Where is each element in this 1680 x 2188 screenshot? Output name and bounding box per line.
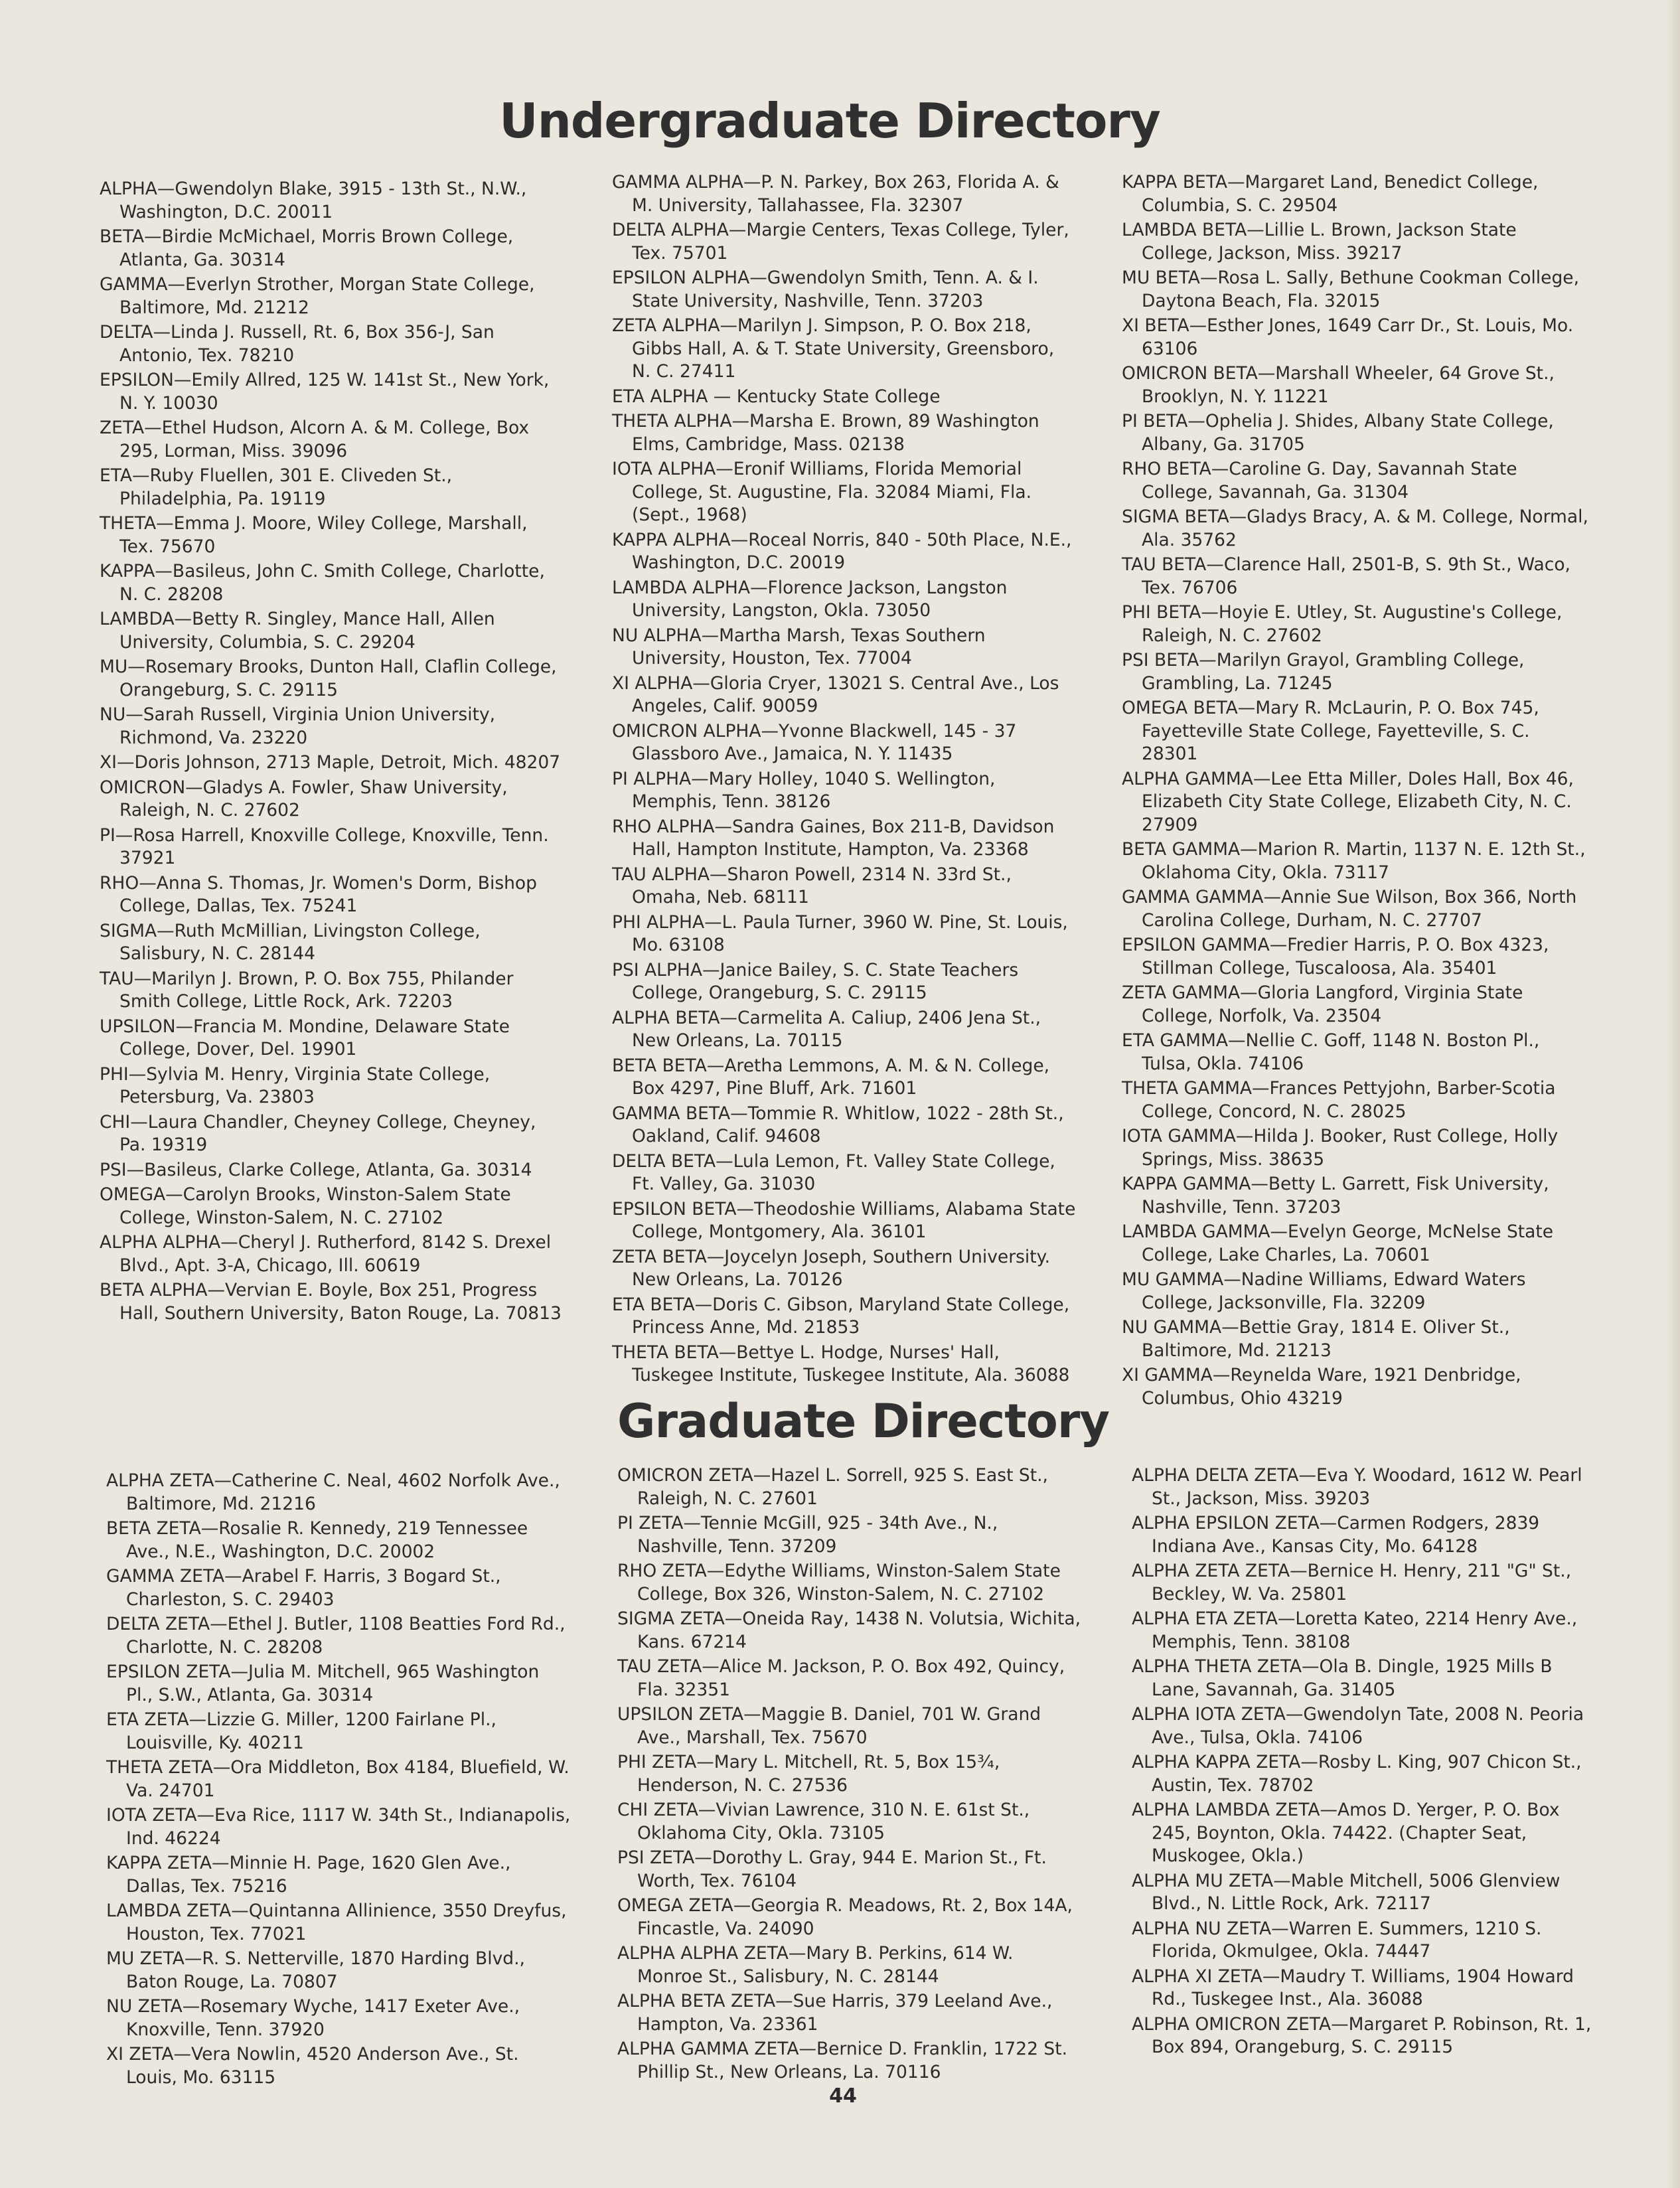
- graduate-directory-heading: Graduate Directory: [617, 1394, 1109, 1448]
- directory-entry: PHI ALPHA—L. Paula Turner, 3960 W. Pine, St. Louis, Mo. 63108: [612, 911, 1068, 955]
- directory-entry: IOTA ZETA—Eva Rice, 1117 W. 34th St., Indianapolis, Ind. 46224: [106, 1805, 571, 1849]
- directory-entry: XI GAMMA—Reynelda Ware, 1921 Denbridge, Columbus, Ohio 43219: [1122, 1365, 1521, 1409]
- directory-entry: XI ZETA—Vera Nowlin, 4520 Anderson Ave., St. Louis, Mo. 63115: [106, 2044, 519, 2088]
- directory-entry: THETA ZETA—Ora Middleton, Box 4184, Bluefield, W. Va. 24701: [106, 1757, 570, 1801]
- directory-entry: DELTA ALPHA—Margie Centers, Texas College, Tyler, Tex. 75701: [612, 220, 1069, 264]
- directory-entry: XI—Doris Johnson, 2713 Maple, Detroit, Mich. 48207: [100, 752, 561, 773]
- directory-entry: OMEGA BETA—Mary R. McLaurin, P. O. Box 745, Fayetteville State College, Fayetteville, S. C. 28301: [1122, 698, 1539, 764]
- directory-entry: IOTA GAMMA—Hilda J. Booker, Rust College, Holly Springs, Miss. 38635: [1122, 1126, 1559, 1170]
- directory-entry: MU—Rosemary Brooks, Dunton Hall, Claflin College, Orangeburg, S. C. 29115: [100, 657, 557, 700]
- directory-entry: GAMMA—Everlyn Strother, Morgan State College, Baltimore, Md. 21212: [100, 274, 535, 318]
- directory-entry: ZETA—Ethel Hudson, Alcorn A. & M. College, Box 295, Lorman, Miss. 39096: [100, 418, 530, 461]
- directory-entry: LAMBDA BETA—Lillie L. Brown, Jackson State College, Jackson, Miss. 39217: [1122, 220, 1517, 264]
- directory-entry: KAPPA—Basileus, John C. Smith College, Charlotte, N. C. 28208: [100, 561, 545, 605]
- directory-entry: EPSILON GAMMA—Fredier Harris, P. O. Box 4323, Stillman College, Tuscaloosa, Ala. 35401: [1122, 935, 1549, 978]
- directory-entry: BETA ALPHA—Vervian E. Boyle, Box 251, Progress Hall, Southern University, Baton Rouge, La. 70813: [100, 1280, 562, 1324]
- directory-entry: OMICRON ALPHA—Yvonne Blackwell, 145 - 37 Glassboro Ave., Jamaica, N. Y. 11435: [612, 720, 1017, 764]
- directory-entry: UPSILON—Francia M. Mondine, Delaware State College, Dover, Del. 19901: [100, 1016, 510, 1059]
- directory-entry: ALPHA BETA ZETA—Sue Harris, 379 Leeland Ave., Hampton, Va. 23361: [617, 1991, 1053, 2035]
- directory-entry: LAMBDA ALPHA—Florence Jackson, Langston University, Langston, Okla. 73050: [612, 577, 1008, 621]
- directory-entry: SIGMA BETA—Gladys Bracy, A. & M. College, Normal, Ala. 35762: [1122, 507, 1588, 550]
- directory-entry: KAPPA ALPHA—Roceal Norris, 840 - 50th Place, N.E., Washington, D.C. 20019: [612, 529, 1072, 573]
- directory-entry: EPSILON ALPHA—Gwendolyn Smith, Tenn. A. & I. State University, Nashville, Tenn. 37203: [612, 268, 1039, 311]
- directory-entry: PI BETA—Ophelia J. Shides, Albany State College, Albany, Ga. 31705: [1122, 411, 1554, 455]
- undergraduate-directory-heading: Undergraduate Directory: [499, 93, 1160, 149]
- directory-entry: XI ALPHA—Gloria Cryer, 13021 S. Central Ave., Los Angeles, Calif. 90059: [612, 672, 1059, 716]
- directory-entry: ALPHA GAMMA—Lee Etta Miller, Doles Hall, Box 46, Elizabeth City State College, Elizabeth City, N. C. 27909: [1122, 768, 1574, 835]
- directory-entry: BETA GAMMA—Marion R. Martin, 1137 N. E. 12th St., Oklahoma City, Okla. 73117: [1122, 839, 1586, 883]
- directory-entry: BETA ZETA—Rosalie R. Kennedy, 219 Tennessee Ave., N.E., Washington, D.C. 20002: [106, 1518, 528, 1562]
- directory-entry: ETA—Ruby Fluellen, 301 E. Cliveden St., Philadelphia, Pa. 19119: [100, 465, 453, 509]
- graduate-column-2: [617, 1464, 1082, 2086]
- directory-entry: GAMMA GAMMA—Annie Sue Wilson, Box 366, North Carolina College, Durham, N. C. 27707: [1122, 887, 1577, 931]
- directory-entry: IOTA ALPHA—Eronif Williams, Florida Memorial College, St. Augustine, Fla. 32084 Miami, Fla. (Sept., 1968): [612, 459, 1031, 525]
- graduate-column-1: [106, 1470, 571, 2091]
- directory-entry: RHO ALPHA—Sandra Gaines, Box 211-B, Davidson Hall, Hampton Institute, Hampton, Va. 23368: [612, 816, 1055, 860]
- directory-entry: DELTA—Linda J. Russell, Rt. 6, Box 356-J, San Antonio, Tex. 78210: [100, 322, 495, 366]
- directory-entry: LAMBDA ZETA—Quintanna Allinience, 3550 Dreyfus, Houston, Tex. 77021: [106, 1901, 567, 1944]
- directory-entry: PI ALPHA—Mary Holley, 1040 S. Wellington, Memphis, Tenn. 38126: [612, 768, 996, 812]
- directory-entry: OMEGA ZETA—Georgia R. Meadows, Rt. 2, Box 14A, Fincastle, Va. 24090: [617, 1895, 1073, 1939]
- directory-entry: PI—Rosa Harrell, Knoxville College, Knoxville, Tenn. 37921: [100, 824, 549, 868]
- directory-entry: TAU—Marilyn J. Brown, P. O. Box 755, Philander Smith College, Little Rock, Ark. 72203: [100, 968, 514, 1012]
- directory-entry: ALPHA BETA—Carmelita A. Caliup, 2406 Jena St., New Orleans, La. 70115: [612, 1007, 1041, 1051]
- directory-entry: NU ZETA—Rosemary Wyche, 1417 Exeter Ave., Knoxville, Tenn. 37920: [106, 1996, 520, 2040]
- directory-entry: DELTA BETA—Lula Lemon, Ft. Valley State College, Ft. Valley, Ga. 31030: [612, 1150, 1055, 1194]
- directory-entry: GAMMA ALPHA—P. N. Parkey, Box 263, Florida A. & M. University, Tallahassee, Fla. 32307: [612, 172, 1059, 216]
- directory-entry: ALPHA ALPHA ZETA—Mary B. Perkins, 614 W. Monroe St., Salisbury, N. C. 28144: [617, 1943, 1014, 1987]
- directory-entry: ETA BETA—Doris C. Gibson, Maryland State College, Princess Anne, Md. 21853: [612, 1294, 1070, 1338]
- directory-entry: ZETA GAMMA—Gloria Langford, Virginia State College, Norfolk, Va. 23504: [1122, 982, 1523, 1026]
- directory-entry: ETA ALPHA — Kentucky State College: [612, 386, 941, 407]
- directory-entry: PI ZETA—Tennie McGill, 925 - 34th Ave., N., Nashville, Tenn. 37209: [617, 1513, 998, 1557]
- directory-entry: ALPHA EPSILON ZETA—Carmen Rodgers, 2839 Indiana Ave., Kansas City, Mo. 64128: [1132, 1513, 1540, 1557]
- directory-entry: OMICRON BETA—Marshall Wheeler, 64 Grove St., Brooklyn, N. Y. 11221: [1122, 363, 1555, 407]
- directory-entry: NU ALPHA—Martha Marsh, Texas Southern University, Houston, Tex. 77004: [612, 625, 986, 668]
- directory-entry: ALPHA ETA ZETA—Loretta Kateo, 2214 Henry Ave., Memphis, Tenn. 38108: [1132, 1608, 1578, 1652]
- directory-entry: PHI—Sylvia M. Henry, Virginia State College, Petersburg, Va. 23803: [100, 1063, 491, 1107]
- directory-entry: GAMMA BETA—Tommie R. Whitlow, 1022 - 28th St., Oakland, Calif. 94608: [612, 1103, 1064, 1146]
- directory-entry: ALPHA XI ZETA—Maudry T. Williams, 1904 Howard Rd., Tuskegee Inst., Ala. 36088: [1132, 1966, 1574, 2009]
- directory-entry: THETA—Emma J. Moore, Wiley College, Marshall, Tex. 75670: [100, 513, 528, 557]
- directory-entry: THETA ALPHA—Marsha E. Brown, 89 Washington Elms, Cambridge, Mass. 02138: [612, 411, 1039, 455]
- directory-entry: ALPHA DELTA ZETA—Eva Y. Woodard, 1612 W. Pearl St., Jackson, Miss. 39203: [1132, 1465, 1582, 1509]
- directory-entry: OMICRON—Gladys A. Fowler, Shaw University, Raleigh, N. C. 27602: [100, 777, 508, 820]
- directory-entry: ALPHA OMICRON ZETA—Margaret P. Robinson, Rt. 1, Box 894, Orangeburg, S. C. 29115: [1132, 2013, 1592, 2057]
- directory-entry: PSI BETA—Marilyn Grayol, Grambling College, Grambling, La. 71245: [1122, 650, 1525, 694]
- undergraduate-column-3: [1122, 171, 1590, 1412]
- directory-entry: ETA ZETA—Lizzie G. Miller, 1200 Fairlane Pl., Louisville, Ky. 40211: [106, 1709, 496, 1753]
- page-number: 44: [829, 2084, 857, 2108]
- directory-entry: KAPPA BETA—Margaret Land, Benedict College, Columbia, S. C. 29504: [1122, 172, 1539, 216]
- graduate-column-3: [1132, 1464, 1600, 2061]
- directory-entry: ALPHA KAPPA ZETA—Rosby L. King, 907 Chicon St., Austin, Tex. 78702: [1132, 1752, 1582, 1796]
- directory-entry: ALPHA IOTA ZETA—Gwendolyn Tate, 2008 N. Peoria Ave., Tulsa, Okla. 74106: [1132, 1704, 1584, 1748]
- directory-entry: ALPHA GAMMA ZETA—Bernice D. Franklin, 1722 St. Phillip St., New Orleans, La. 70116: [617, 2039, 1068, 2082]
- directory-entry: ALPHA NU ZETA—Warren E. Summers, 1210 S. Florida, Okmulgee, Okla. 74447: [1132, 1918, 1542, 1962]
- directory-entry: SIGMA ZETA—Oneida Ray, 1438 N. Volutsia, Wichita, Kans. 67214: [617, 1608, 1081, 1652]
- directory-entry: TAU BETA—Clarence Hall, 2501-B, S. 9th St., Waco, Tex. 76706: [1122, 554, 1570, 598]
- directory-entry: TAU ZETA—Alice M. Jackson, P. O. Box 492, Quincy, Fla. 32351: [617, 1656, 1065, 1700]
- directory-entry: NU GAMMA—Bettie Gray, 1814 E. Oliver St., Baltimore, Md. 21213: [1122, 1317, 1510, 1361]
- directory-entry: ALPHA ALPHA—Cheryl J. Rutherford, 8142 S. Drexel Blvd., Apt. 3-A, Chicago, Ill. 60619: [100, 1232, 552, 1276]
- directory-entry: MU BETA—Rosa L. Sally, Bethune Cookman College, Daytona Beach, Fla. 32015: [1122, 268, 1580, 311]
- directory-entry: PSI ZETA—Dorothy L. Gray, 944 E. Marion St., Ft. Worth, Tex. 76104: [617, 1847, 1047, 1891]
- directory-entry: PSI—Basileus, Clarke College, Atlanta, Ga. 30314: [100, 1159, 532, 1180]
- directory-entry: ALPHA THETA ZETA—Ola B. Dingle, 1925 Mills B Lane, Savannah, Ga. 31405: [1132, 1656, 1553, 1700]
- directory-entry: EPSILON—Emily Allred, 125 W. 141st St., New York, N. Y. 10030: [100, 370, 550, 414]
- directory-entry: ZETA ALPHA—Marilyn J. Simpson, P. O. Box 218, Gibbs Hall, A. & T. State University, Greensboro, N. C. 27411: [612, 315, 1055, 382]
- undergraduate-column-2: [612, 171, 1077, 1389]
- directory-entry: ALPHA ZETA ZETA—Bernice H. Henry, 211 "G" St., Beckley, W. Va. 25801: [1132, 1561, 1572, 1604]
- undergraduate-column-1: [100, 178, 564, 1327]
- directory-entry: ALPHA—Gwendolyn Blake, 3915 - 13th St., N.W., Washington, D.C. 20011: [100, 179, 527, 222]
- directory-entry: LAMBDA GAMMA—Evelyn George, McNelse State College, Lake Charles, La. 70601: [1122, 1221, 1554, 1265]
- directory-entry: ETA GAMMA—Nellie C. Goff, 1148 N. Boston Pl., Tulsa, Okla. 74106: [1122, 1030, 1540, 1074]
- directory-entry: SIGMA—Ruth McMillian, Livingston College, Salisbury, N. C. 28144: [100, 920, 481, 964]
- directory-entry: ALPHA MU ZETA—Mable Mitchell, 5006 Glenview Blvd., N. Little Rock, Ark. 72117: [1132, 1870, 1561, 1914]
- directory-entry: THETA BETA—Bettye L. Hodge, Nurses' Hall, Tuskegee Institute, Tuskegee Institute, Ala. 36088: [612, 1342, 1070, 1385]
- directory-entry: RHO ZETA—Edythe Williams, Winston-Salem State College, Box 326, Winston-Salem, N. C. 27102: [617, 1561, 1061, 1604]
- directory-entry: KAPPA ZETA—Minnie H. Page, 1620 Glen Ave., Dallas, Tex. 75216: [106, 1853, 511, 1897]
- directory-entry: CHI—Laura Chandler, Cheyney College, Cheyney, Pa. 19319: [100, 1111, 536, 1155]
- directory-entry: RHO BETA—Caroline G. Day, Savannah State College, Savannah, Ga. 31304: [1122, 459, 1517, 503]
- directory-entry: EPSILON ZETA—Julia M. Mitchell, 965 Washington Pl., S.W., Atlanta, Ga. 30314: [106, 1662, 540, 1705]
- directory-entry: MU GAMMA—Nadine Williams, Edward Waters College, Jacksonville, Fla. 32209: [1122, 1269, 1526, 1313]
- directory-entry: XI BETA—Esther Jones, 1649 Carr Dr., St. Louis, Mo. 63106: [1122, 315, 1574, 359]
- directory-entry: DELTA ZETA—Ethel J. Butler, 1108 Beatties Ford Rd., Charlotte, N. C. 28208: [106, 1614, 566, 1658]
- directory-entry: ZETA BETA—Joycelyn Joseph, Southern University. New Orleans, La. 70126: [612, 1246, 1051, 1290]
- directory-entry: GAMMA ZETA—Arabel F. Harris, 3 Bogard St., Charleston, S. C. 29403: [106, 1566, 501, 1610]
- directory-entry: BETA—Birdie McMichael, Morris Brown College, Atlanta, Ga. 30314: [100, 226, 514, 270]
- directory-entry: CHI ZETA—Vivian Lawrence, 310 N. E. 61st St., Oklahoma City, Okla. 73105: [617, 1800, 1030, 1843]
- directory-entry: EPSILON BETA—Theodoshie Williams, Alabama State College, Montgomery, Ala. 36101: [612, 1198, 1076, 1242]
- directory-entry: KAPPA GAMMA—Betty L. Garrett, Fisk University, Nashville, Tenn. 37203: [1122, 1174, 1549, 1217]
- directory-entry: LAMBDA—Betty R. Singley, Mance Hall, Allen University, Columbia, S. C. 29204: [100, 609, 495, 653]
- directory-entry: BETA BETA—Aretha Lemmons, A. M. & N. College, Box 4297, Pine Bluff, Ark. 71601: [612, 1055, 1050, 1099]
- directory-entry: RHO—Anna S. Thomas, Jr. Women's Dorm, Bishop College, Dallas, Tex. 75241: [100, 872, 537, 916]
- directory-entry: PSI ALPHA—Janice Bailey, S. C. State Teachers College, Orangeburg, S. C. 29115: [612, 959, 1019, 1003]
- directory-entry: PHI ZETA—Mary L. Mitchell, Rt. 5, Box 15¾, Henderson, N. C. 27536: [617, 1752, 1000, 1796]
- directory-entry: ALPHA LAMBDA ZETA—Amos D. Yerger, P. O. Box 245, Boynton, Okla. 74422. (Chapter Seat, Muskogee, Okla.): [1132, 1800, 1560, 1866]
- directory-entry: THETA GAMMA—Frances Pettyjohn, Barber-Scotia College, Concord, N. C. 28025: [1122, 1078, 1556, 1122]
- directory-entry: UPSILON ZETA—Maggie B. Daniel, 701 W. Grand Ave., Marshall, Tex. 75670: [617, 1704, 1041, 1748]
- directory-entry: OMEGA—Carolyn Brooks, Winston-Salem State College, Winston-Salem, N. C. 27102: [100, 1184, 511, 1228]
- directory-entry: ALPHA ZETA—Catherine C. Neal, 4602 Norfolk Ave., Baltimore, Md. 21216: [106, 1470, 560, 1514]
- directory-entry: PHI BETA—Hoyie E. Utley, St. Augustine's College, Raleigh, N. C. 27602: [1122, 602, 1563, 646]
- directory-entry: MU ZETA—R. S. Netterville, 1870 Harding Blvd., Baton Rouge, La. 70807: [106, 1948, 525, 1992]
- directory-entry: OMICRON ZETA—Hazel L. Sorrell, 925 S. East St., Raleigh, N. C. 27601: [617, 1465, 1048, 1509]
- page-edge-shadow: [1665, 0, 1680, 2188]
- directory-entry: NU—Sarah Russell, Virginia Union University, Richmond, Va. 23220: [100, 704, 496, 748]
- directory-entry: TAU ALPHA—Sharon Powell, 2314 N. 33rd St., Omaha, Neb. 68111: [612, 864, 1012, 907]
